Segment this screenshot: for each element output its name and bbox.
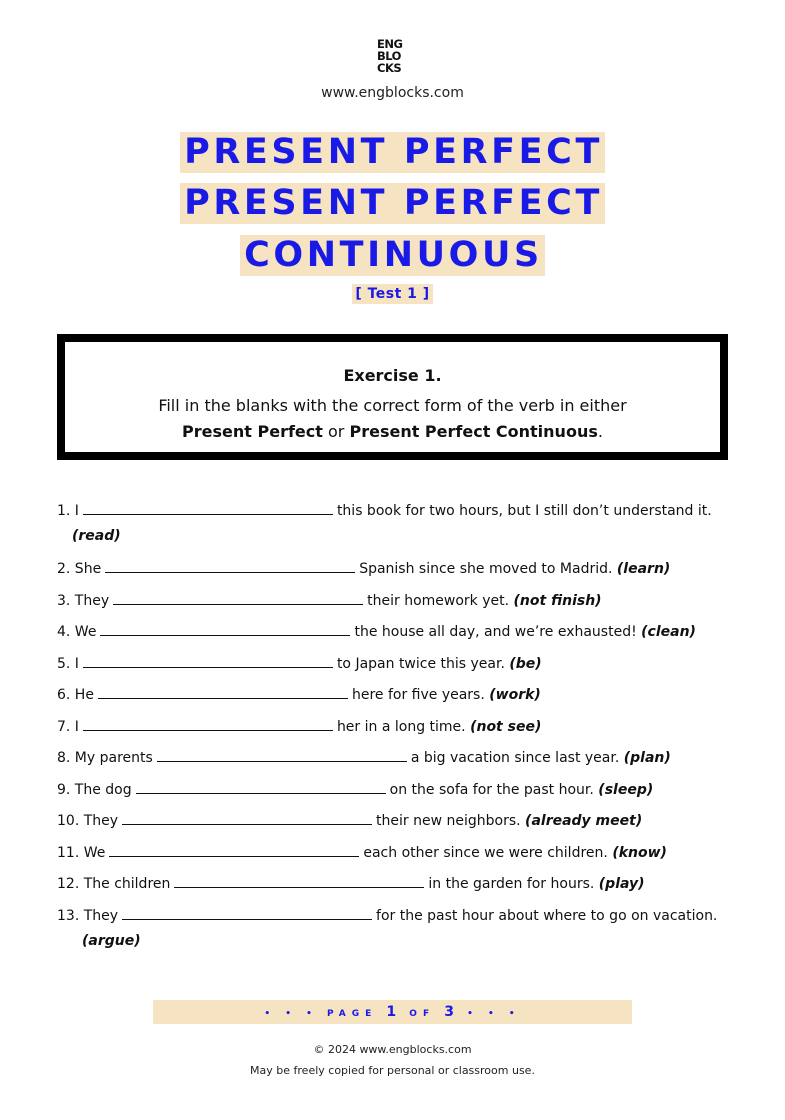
page-total: 3 [444,1004,458,1020]
question-item [57,873,737,893]
question-item [57,905,737,925]
footer-license: May be freely copied for personal or classroom use. [250,1064,535,1077]
answer-blank[interactable] [83,500,333,515]
answer-blank[interactable] [122,810,372,825]
question-item [57,621,737,641]
verb-hint: (play) [598,876,645,892]
title-line-3: CONTINUOUS [240,235,545,276]
answer-blank[interactable] [174,873,424,888]
exercise-instruction [65,393,720,445]
logo-line-1: ENG [377,37,403,51]
question-item [57,500,737,520]
page-word: PAGE [326,1009,378,1019]
logo-line-2: BLO [377,49,401,63]
question-prefix: 13. They [57,908,119,924]
term-present-perfect: Present Perfect [182,422,323,441]
question-item [57,684,737,704]
engblocks-logo [377,38,409,74]
question-item [57,810,737,830]
question-suffix: on the sofa for the past hour. [389,782,594,798]
title-line-1-wrap [0,132,785,173]
exercise-box [57,334,728,460]
term-end: . [597,422,603,441]
footer-copyright: © 2024 www.engblocks.com [313,1043,472,1056]
question-prefix: 11. We [57,845,106,861]
title-line-2-wrap [0,183,785,224]
question-item [57,590,737,610]
answer-blank[interactable] [98,684,348,699]
term-present-perfect-continuous: Present Perfect Continuous [349,422,598,441]
question-prefix: 9. The dog [57,782,132,798]
question-suffix: this book for two hours, but I still don’t understand it. [336,503,712,519]
answer-blank[interactable] [136,779,386,794]
test-tag-wrap [0,283,785,304]
page-current: 1 [386,1004,401,1020]
question-item [57,653,737,673]
answer-blank[interactable] [157,747,407,762]
verb-hint: (plan) [623,750,671,766]
term-connector: or [322,422,350,441]
question-prefix: 5. I [57,656,79,672]
question-prefix: 3. They [57,593,110,609]
verb-hint: (sleep) [598,782,654,798]
question-suffix: Spanish since she moved to Madrid. [359,561,613,577]
title-line-2: PRESENT PERFECT [180,183,605,224]
exercise-title: Exercise 1. [343,366,442,385]
question-item [57,558,737,578]
question-suffix: the house all day, and we’re exhausted! [354,624,637,640]
logo-line-3: CKS [377,61,402,75]
answer-blank[interactable] [83,716,333,731]
page-dots-right: • • • [467,1009,521,1019]
answer-blank[interactable] [100,621,350,636]
answer-blank[interactable] [105,558,355,573]
question-prefix: 12. The children [57,876,171,892]
answer-blank[interactable] [122,905,372,920]
question-item [57,779,737,799]
question-suffix: a big vacation since last year. [410,750,620,766]
verb-hint: (not see) [470,719,542,735]
answer-blank[interactable] [109,842,359,857]
question-prefix: 10. They [57,813,119,829]
question-suffix: their homework yet. [367,593,510,609]
question-prefix: 2. She [57,561,102,577]
verb-hint: (argue) [82,933,141,949]
verb-hint: (work) [489,687,541,703]
verb-hint: (be) [509,656,542,672]
verb-hint: (read) [72,528,121,544]
question-item [57,716,737,736]
verb-hint: (clean) [641,624,696,640]
title-line-3-wrap [0,235,785,276]
verb-hint: (learn) [616,561,671,577]
question-prefix: 7. I [57,719,79,735]
answer-blank[interactable] [113,590,363,605]
question-prefix: 4. We [57,624,97,640]
question-suffix: in the garden for hours. [428,876,595,892]
instruction-text: Fill in the blanks with the correct form of the verb in either [158,396,627,415]
page-indicator [153,1000,632,1024]
verb-hint: (know) [612,845,667,861]
of-word: OF [409,1009,436,1019]
question-suffix: each other since we were children. [363,845,608,861]
question-item [57,747,737,767]
question-suffix: their new neighbors. [376,813,521,829]
site-url: www.engblocks.com [321,85,464,101]
answer-blank[interactable] [83,653,333,668]
page-dots-left: • • • [264,1009,318,1019]
title-line-1: PRESENT PERFECT [180,132,605,173]
question-prefix: 6. He [57,687,94,703]
question-item [57,842,737,862]
test-tag: [ Test 1 ] [352,284,432,304]
question-prefix: 8. My parents [57,750,153,766]
question-suffix: to Japan twice this year. [336,656,505,672]
question-suffix: here for five years. [351,687,485,703]
question-prefix: 1. I [57,503,79,519]
question-suffix: for the past hour about where to go on vacation. [376,908,718,924]
question-suffix: her in a long time. [336,719,466,735]
verb-hint: (already meet) [525,813,643,829]
verb-hint: (not finish) [513,593,602,609]
